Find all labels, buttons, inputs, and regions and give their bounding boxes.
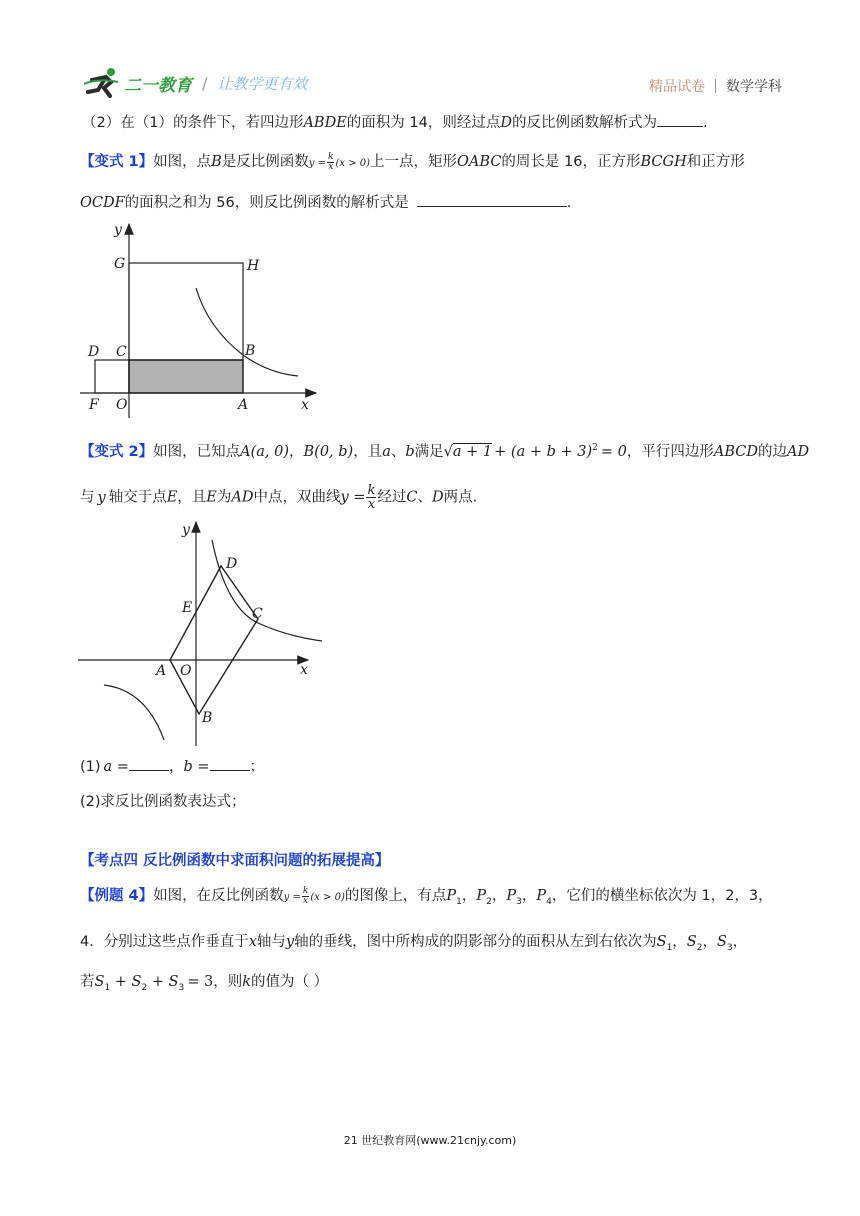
label-e: E — [182, 600, 193, 616]
ex4-text-i: 的值为（ ） — [251, 974, 329, 990]
q2-suffix: 的反比例函数解析式为 — [512, 115, 657, 131]
v2-sep: ， — [289, 443, 304, 460]
plus-sign: + — [147, 974, 169, 990]
header-subject: 数学学科 — [726, 79, 782, 95]
parallelogram-abcd — [170, 566, 258, 714]
ex4-p2: P — [476, 888, 487, 904]
sub-question-2: (2)求反比例函数表达式； — [80, 794, 246, 810]
header-divider: / — [202, 73, 208, 93]
q2-end: . — [703, 115, 708, 131]
answer-blank[interactable] — [657, 112, 703, 127]
example4-line1 — [80, 886, 773, 912]
ex4-text-c: ，它们的横坐标依次为 1，2，3， — [551, 888, 773, 904]
v2-eq-zero: = 0 — [600, 443, 627, 460]
logo-text: 二一教育 — [124, 75, 192, 96]
label-b: B — [202, 710, 213, 726]
v2-e: E — [166, 489, 178, 506]
figure-2 — [76, 518, 328, 748]
ex4-comma: ， — [521, 888, 537, 904]
label-y: y — [114, 222, 122, 238]
ex4-s2-sub: 2 — [696, 942, 703, 953]
ex4-eq-s3: S — [168, 974, 179, 990]
v2-sqrt-arg: a + 1 — [452, 443, 493, 460]
label-d: D — [226, 556, 238, 572]
q2-line — [82, 112, 708, 133]
sq1-b: b = — [183, 759, 210, 775]
v1-func-y: y = — [308, 158, 327, 169]
v2-text-i: 为 — [216, 489, 232, 506]
example4-line3 — [80, 972, 328, 998]
ex4-s1-sub: 1 — [666, 942, 673, 953]
v2-hy-frac: $\frac{k}{x}$ — [367, 483, 376, 512]
v2-dun2: 、 — [417, 489, 432, 506]
ex4-text-g: 若 — [80, 974, 95, 990]
header-logo — [84, 66, 307, 100]
sq1-prefix: (1) — [80, 759, 101, 775]
ex4-p4-sub: 4 — [546, 896, 552, 907]
variant2-tag: 【变式 2】 — [80, 443, 154, 460]
q2-quad: ABDE — [303, 115, 347, 131]
ex4-p3: P — [506, 888, 517, 904]
v2-text-f: 与 — [80, 489, 95, 506]
v2-ad2: AD — [231, 489, 254, 506]
v1-func-frac: $\frac{k}{x}$ — [328, 151, 334, 172]
ex4-eq-s2: S — [131, 974, 142, 990]
ex4-comma: ， — [702, 934, 717, 950]
label-o: O — [180, 663, 192, 679]
ex4-p2-sub: 2 — [486, 896, 492, 907]
v2-text-b: ，且 — [353, 443, 383, 460]
variant2-line2 — [80, 484, 477, 511]
v1-rect: OABC — [457, 154, 502, 170]
sq1-a: a = — [103, 759, 129, 775]
v1-point-b: B — [211, 154, 222, 170]
q2-point: D — [500, 115, 512, 131]
v2-text-e: 的边 — [757, 443, 787, 460]
q2-mid: 的面积为 14，则经过点 — [346, 115, 501, 131]
v1-end: . — [566, 195, 572, 211]
ex4-p4: P — [536, 888, 547, 904]
label-c: C — [252, 606, 263, 622]
square-bcgh — [129, 263, 243, 360]
ex4-text-h: ，则 — [213, 974, 243, 990]
ex4-eq-s2-sub: 2 — [141, 982, 148, 993]
v1-func-cond: (x > 0) — [335, 158, 371, 169]
v2-text-l: 两点. — [443, 489, 478, 506]
header-right — [649, 76, 782, 96]
ex4-func-y: y = — [283, 892, 301, 903]
variant1-line2 — [80, 192, 571, 213]
answer-blank[interactable] — [417, 192, 567, 207]
header-separator — [715, 79, 716, 93]
v2-c: C — [406, 489, 418, 506]
v2-text-c: 满足 — [414, 443, 444, 460]
sub-question-1 — [80, 756, 264, 777]
footer: 21 世纪教育网(www.21cnjy.com) — [343, 1134, 517, 1147]
label-y: y — [182, 522, 190, 538]
v2-text-k: 经过 — [377, 489, 407, 506]
section-title: 【考点四 反比例函数中求面积问题的拓展提高】 — [80, 853, 390, 869]
label-x: x — [300, 662, 308, 678]
v2-e2: E — [206, 489, 217, 506]
label-x: x — [301, 397, 309, 413]
ex4-comma: ， — [461, 888, 477, 904]
label-c: C — [116, 344, 127, 360]
runner-logo-icon — [84, 66, 122, 100]
ex4-func-frac: $\frac{k}{x}$ — [302, 885, 309, 906]
label-o: O — [116, 397, 128, 413]
v2-text-d: ，平行四边形 — [626, 443, 714, 460]
label-a: A — [156, 663, 167, 679]
v2-text-h: ，且 — [177, 489, 207, 506]
ex4-k: k — [242, 974, 252, 990]
v2-point-a: A(a, 0) — [240, 443, 290, 460]
label-f: F — [89, 397, 99, 413]
ex4-text-d: 4．分别过这些点作垂直于 — [80, 934, 249, 950]
variant2-line1 — [80, 438, 809, 462]
v1-sq1: BCGH — [640, 154, 687, 170]
v2-eq-rest: + (a + b + 3) — [494, 443, 593, 460]
v2-eq-pow: 2 — [592, 443, 598, 453]
v2-d: D — [431, 489, 444, 506]
ex4-comma: ， — [732, 934, 748, 950]
sq1-sep: ， — [168, 759, 184, 775]
ex4-text-a: 如图，在反比例函数 — [153, 888, 284, 904]
v2-var-b: b — [405, 443, 415, 460]
v2-text-j: 中点，双曲线 — [253, 489, 341, 506]
ex4-text-f: 轴的垂线，图中所构成的阴影部分的面积从左到右依次为 — [294, 934, 657, 950]
v2-text-g: 轴交于点 — [108, 489, 167, 506]
v2-para: ABCD — [713, 443, 758, 460]
label-a: A — [238, 397, 249, 413]
plus-sign: + — [110, 974, 132, 990]
label-g: G — [114, 256, 126, 272]
label-d: D — [88, 344, 100, 360]
v2-var-a: a — [382, 443, 391, 460]
ex4-p3-sub: 3 — [516, 896, 522, 907]
ex4-eq-s1-sub: 1 — [104, 982, 111, 993]
ex4-eq-s1: S — [94, 974, 105, 990]
v1-text-d: 的周长是 16，正方形 — [501, 154, 641, 170]
label-b: B — [245, 343, 256, 359]
v2-ad: AD — [786, 443, 810, 460]
ex4-s3: S — [716, 934, 727, 950]
v2-dun: 、 — [390, 443, 406, 460]
ex4-comma: ， — [672, 934, 687, 950]
q2-prefix: （2）在（1）的条件下，若四边形 — [82, 115, 304, 131]
square-ocdf — [95, 360, 129, 393]
ex4-func-cond: (x > 0) — [310, 892, 345, 903]
v2-yaxis: y — [97, 489, 106, 506]
variant1-line1 — [80, 152, 745, 174]
v2-text-a: 如图，已知点 — [153, 443, 241, 460]
example4-line2 — [80, 932, 747, 958]
example4-tag: 【例题 4】 — [80, 888, 154, 904]
hyperbola-branch-left — [104, 685, 164, 740]
ex4-eq-val: = 3 — [187, 974, 214, 990]
variant1-tag: 【变式 1】 — [80, 154, 154, 170]
ex4-s3-sub: 3 — [726, 942, 733, 953]
slogan: 让教学更有效 — [217, 74, 308, 93]
sq1-end: ； — [249, 759, 264, 775]
shaded-rectangle-oabc — [129, 360, 243, 393]
v1-text-f: 的面积之和为 56，则反比例函数的解析式是 — [124, 195, 409, 211]
ex4-p1: P — [446, 888, 457, 904]
label-h: H — [247, 258, 260, 274]
ex4-comma: ， — [491, 888, 507, 904]
sqrt-symbol: √ — [443, 443, 453, 460]
v1-text-b: 是反比例函数 — [221, 154, 309, 170]
answer-blank-a[interactable] — [129, 756, 169, 771]
v1-text-e: 和正方形 — [686, 154, 745, 170]
v1-sq2: OCDF — [80, 195, 125, 211]
v2-point-b: B(0, b) — [303, 443, 354, 460]
ex4-text-e: 轴与 — [256, 934, 286, 950]
ex4-y: y — [285, 934, 295, 950]
answer-blank-b[interactable] — [210, 756, 250, 771]
v1-text-a: 如图，点 — [153, 154, 212, 170]
v1-text-c: 上一点，矩形 — [370, 154, 458, 170]
ex4-eq-s3-sub: 3 — [178, 982, 185, 993]
figure-1 — [78, 218, 328, 418]
v2-hy-y: y = — [340, 489, 366, 506]
header-brand: 精品试卷 — [649, 79, 705, 95]
ex4-s1: S — [656, 934, 667, 950]
ex4-p1-sub: 1 — [456, 896, 462, 907]
ex4-text-b: 的图像上，有点 — [344, 888, 447, 904]
ex4-x: x — [248, 934, 257, 950]
ex4-s2: S — [686, 934, 697, 950]
